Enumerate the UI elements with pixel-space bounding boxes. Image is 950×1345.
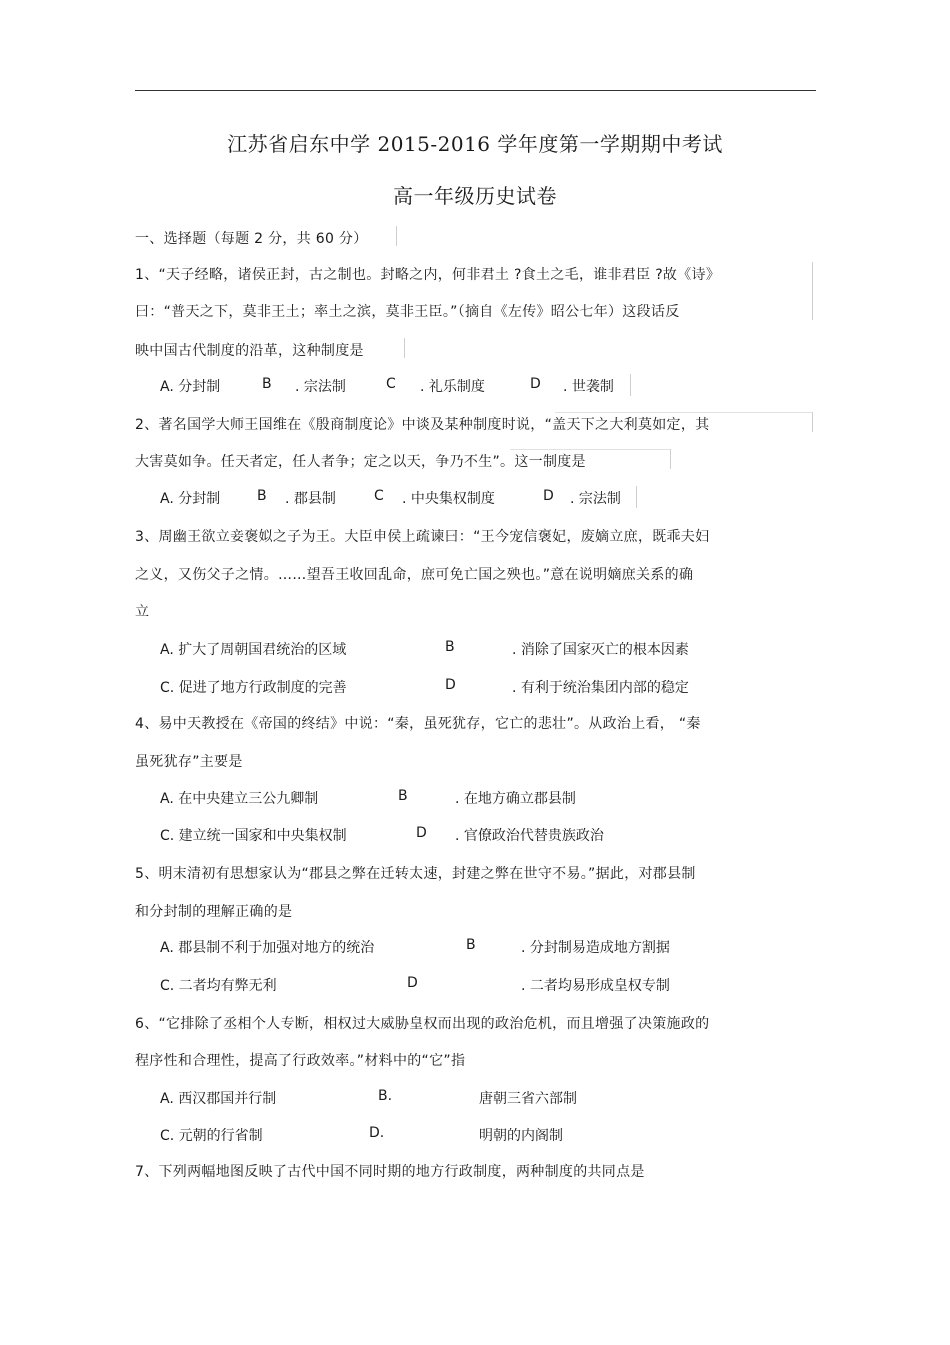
option-b-letter: B	[262, 376, 272, 392]
question-7-line-1: 7、下列两幅地图反映了古代中国不同时期的地方行政制度，两种制度的共同点是	[135, 1164, 645, 1180]
option-a: A. 分封制	[160, 491, 221, 507]
header-rule	[135, 90, 816, 91]
question-2-line-2: 大害莫如争。任天者定，任人者争；定之以天，争乃不生”。这一制度是	[135, 454, 586, 470]
question-6-line-2: 程序性和合理性，提高了行政效率。”材料中的“它”指	[135, 1053, 466, 1069]
question-2-line-1: 2、著名国学大师王国维在《殷商制度论》中谈及某种制度时说，“盖天下之大利莫如定，其	[135, 417, 710, 433]
option-b: . 分封制易造成地方割据	[521, 940, 670, 956]
scan-artifact	[812, 262, 813, 320]
exam-title: 江苏省启东中学 2015-2016 学年度第一学期期中考试	[227, 132, 723, 156]
scan-artifact	[670, 449, 671, 469]
option-d: . 世袭制	[563, 379, 614, 395]
scan-artifact	[636, 486, 637, 508]
option-c: . 中央集权制度	[402, 491, 495, 507]
option-b-letter: B	[445, 639, 455, 655]
option-a: A. 郡县制不利于加强对地方的统治	[160, 940, 375, 956]
scan-artifact	[555, 412, 813, 413]
question-6-line-1: 6、“它排除了丞相个人专断，相权过大威胁皇权而出现的政治危机，而且增强了决策施政的	[135, 1016, 710, 1032]
question-3-line-2: 之义，又伤父子之情。……望吾王收回乱命，庶可免亡国之殃也。”意在说明嫡庶关系的确	[135, 567, 694, 583]
option-a: A. 分封制	[160, 379, 221, 395]
option-d: 明朝的内阁制	[479, 1128, 563, 1144]
option-b: . 宗法制	[295, 379, 346, 395]
option-d: . 二者均易形成皇权专制	[521, 978, 670, 994]
option-b-letter: B.	[378, 1088, 393, 1104]
option-d-letter: D	[407, 975, 418, 991]
option-d-letter: D	[416, 825, 427, 841]
question-3-line-3: 立	[135, 604, 150, 620]
option-c: C. 建立统一国家和中央集权制	[160, 828, 347, 844]
question-1-line-1: 1、“天子经略，诸侯正封，古之制也。封略之内，何非君土 ?食土之毛，谁非君臣 ?故《诗》	[135, 267, 721, 283]
option-b: . 消除了国家灭亡的根本因素	[512, 642, 689, 658]
option-b: . 郡县制	[285, 491, 336, 507]
question-4-line-1: 4、易中天教授在《帝国的终结》中说：“秦，虽死犹存，它亡的悲壮”。从政治上看， “秦	[135, 716, 701, 732]
option-d-letter: D	[543, 488, 554, 504]
option-a: A. 在中央建立三公九卿制	[160, 791, 319, 807]
option-d-letter: D.	[369, 1125, 385, 1141]
option-d: . 官僚政治代替贵族政治	[455, 828, 604, 844]
option-d-letter: D	[445, 677, 456, 693]
option-c: C. 促进了地方行政制度的完善	[160, 680, 347, 696]
option-a: A. 西汉郡国并行制	[160, 1091, 277, 1107]
option-c-letter: C	[386, 376, 396, 392]
option-b-letter: B	[257, 488, 267, 504]
section-heading: 一、选择题（每题 2 分，共 60 分）	[135, 231, 368, 247]
exam-subtitle: 高一年级历史试卷	[393, 184, 557, 208]
question-1-line-2: 曰：“普天之下，莫非王土；率土之滨，莫非王臣。”（摘自《左传》昭公七年）这段话反	[135, 304, 680, 320]
option-b: 唐朝三省六部制	[479, 1091, 577, 1107]
scan-artifact	[510, 449, 670, 450]
question-5-line-2: 和分封制的理解正确的是	[135, 904, 293, 920]
option-c: C. 二者均有弊无利	[160, 978, 277, 994]
option-b: . 在地方确立郡县制	[455, 791, 576, 807]
question-1-line-3: 映中国古代制度的沿革，这种制度是	[135, 343, 364, 359]
option-b-letter: B	[466, 937, 476, 953]
option-b-letter: B	[398, 788, 408, 804]
scan-artifact	[812, 412, 813, 432]
scan-artifact	[630, 374, 631, 396]
option-c: C. 元朝的行省制	[160, 1128, 263, 1144]
option-d-letter: D	[530, 376, 541, 392]
option-d: . 宗法制	[570, 491, 621, 507]
option-d: . 有利于统治集团内部的稳定	[512, 680, 689, 696]
option-a: A. 扩大了周朝国君统治的区域	[160, 642, 347, 658]
scan-artifact	[404, 338, 405, 358]
question-4-line-2: 虽死犹存”主要是	[135, 754, 243, 770]
scan-artifact	[396, 226, 397, 246]
option-c-letter: C	[374, 488, 384, 504]
question-3-line-1: 3、周幽王欲立妾褒姒之子为王。大臣申侯上疏谏曰：“王今宠信褒妃，废嫡立庶，既乖夫妇	[135, 529, 710, 545]
question-5-line-1: 5、明末清初有思想家认为“郡县之弊在迁转太速，封建之弊在世守不易。”据此，对郡县制	[135, 866, 696, 882]
option-c: . 礼乐制度	[420, 379, 485, 395]
